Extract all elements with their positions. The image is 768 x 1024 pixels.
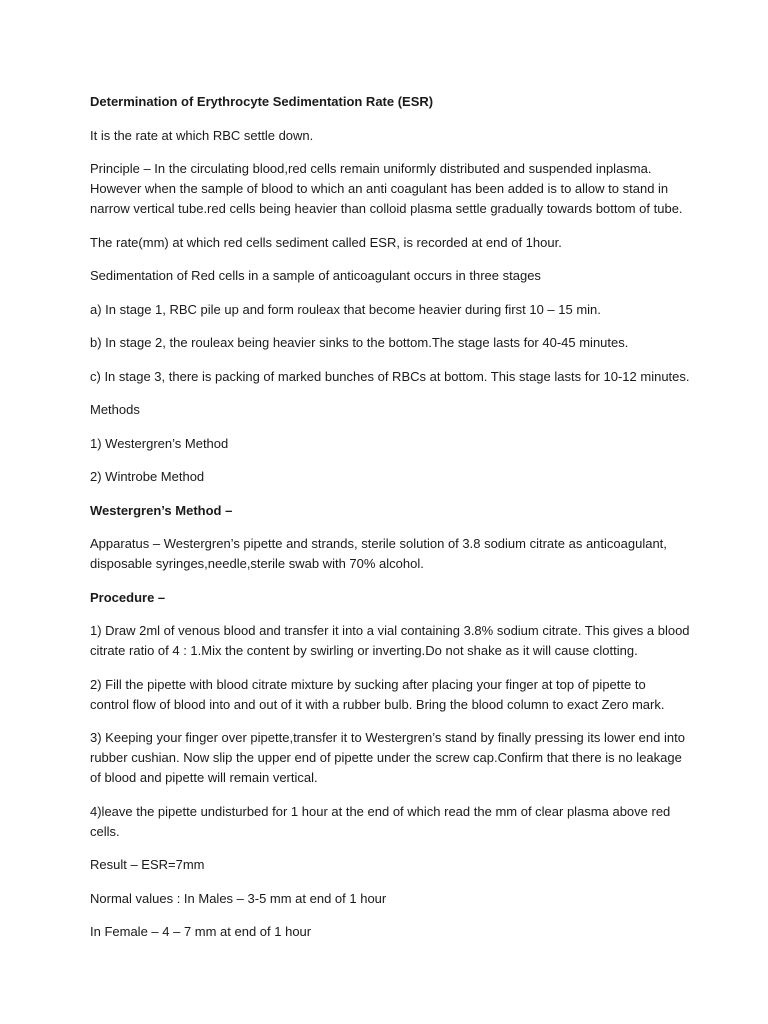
principle-paragraph bbox=[90, 159, 690, 219]
methods-heading: Methods bbox=[90, 402, 140, 417]
stage-b-paragraph: b) In stage 2, the rouleax being heavier sinks to the bottom.The stage lasts for 40-45 minutes. bbox=[90, 335, 629, 350]
stages-intro-paragraph: Sedimentation of Red cells in a sample of anticoagulant occurs in three stages bbox=[90, 268, 541, 283]
apparatus-line: Apparatus – Westergren’s pipette and strands, sterile solution of 3.8 sodium citrate as anticoagulant, bbox=[90, 536, 667, 551]
step-line: rubber cushian. Now slip the upper end of pipette under the screw cap.Confirm that there is no leakage bbox=[90, 750, 682, 765]
procedure-step-3 bbox=[90, 728, 690, 788]
document-body bbox=[90, 92, 690, 956]
westergren-heading: Westergren’s Method – bbox=[90, 502, 233, 518]
method-2-item: 2) Wintrobe Method bbox=[90, 469, 205, 484]
principle-line: However when the sample of blood to which an anti coagulant has been added is to allow to stand in bbox=[90, 181, 669, 196]
stage-c-paragraph: c) In stage 3, there is packing of marked bunches of RBCs at bottom. This stage lasts for 10-12 minutes. bbox=[90, 368, 690, 384]
step-line: cells. bbox=[90, 823, 120, 839]
procedure-step-2 bbox=[90, 675, 690, 715]
procedure-step-4 bbox=[90, 802, 690, 842]
step-line: of blood and pipette will remain vertical. bbox=[90, 770, 318, 785]
step-line: 1) Draw 2ml of venous blood and transfer it into a vial containing 3.8% sodium citrate. This gives a blood bbox=[90, 623, 690, 638]
step-line: control flow of blood into and out of it with a rubber bulb. Bring the blood column to exact Zero mark. bbox=[90, 696, 665, 712]
step-line: 3) Keeping your finger over pipette,transfer it to Westergren’s stand by finally pressing its lower end into bbox=[90, 730, 685, 745]
principle-line: Principle – In the circulating blood,red cells remain uniformly distributed and suspended inplasma. bbox=[90, 161, 652, 176]
definition-paragraph: It is the rate at which RBC settle down. bbox=[90, 127, 314, 143]
stage-a-paragraph: a) In stage 1, RBC pile up and form rouleax that become heavier during first 10 – 15 min. bbox=[90, 301, 601, 317]
procedure-heading: Procedure – bbox=[90, 589, 166, 605]
step-line: 2) Fill the pipette with blood citrate mixture by sucking after placing your finger at top of pipette to bbox=[90, 676, 646, 692]
normal-values-males: Normal values : In Males – 3-5 mm at end of 1 hour bbox=[90, 890, 387, 906]
step-line: 4)leave the pipette undisturbed for 1 hour at the end of which read the mm of clear plasma above red bbox=[90, 803, 671, 819]
normal-values-females: In Female – 4 – 7 mm at end of 1 hour bbox=[90, 924, 312, 939]
result-paragraph: Result – ESR=7mm bbox=[90, 857, 205, 872]
principle-line: narrow vertical tube.red cells being heavier than colloid plasma settle gradually towards bottom of tube. bbox=[90, 201, 683, 216]
method-1-item: 1) Westergren’s Method bbox=[90, 435, 229, 451]
apparatus-line: disposable syringes,needle,sterile swab with 70% alcohol. bbox=[90, 556, 424, 571]
step-line: citrate ratio of 4 : 1.Mix the content by swirling or inverting.Do not shake as it will cause clotting. bbox=[90, 643, 638, 658]
rate-paragraph: The rate(mm) at which red cells sediment called ESR, is recorded at end of 1hour. bbox=[90, 234, 562, 250]
document-title: Determination of Erythrocyte Sedimentation Rate (ESR) bbox=[90, 94, 434, 109]
apparatus-paragraph bbox=[90, 534, 690, 574]
procedure-step-1 bbox=[90, 621, 690, 661]
